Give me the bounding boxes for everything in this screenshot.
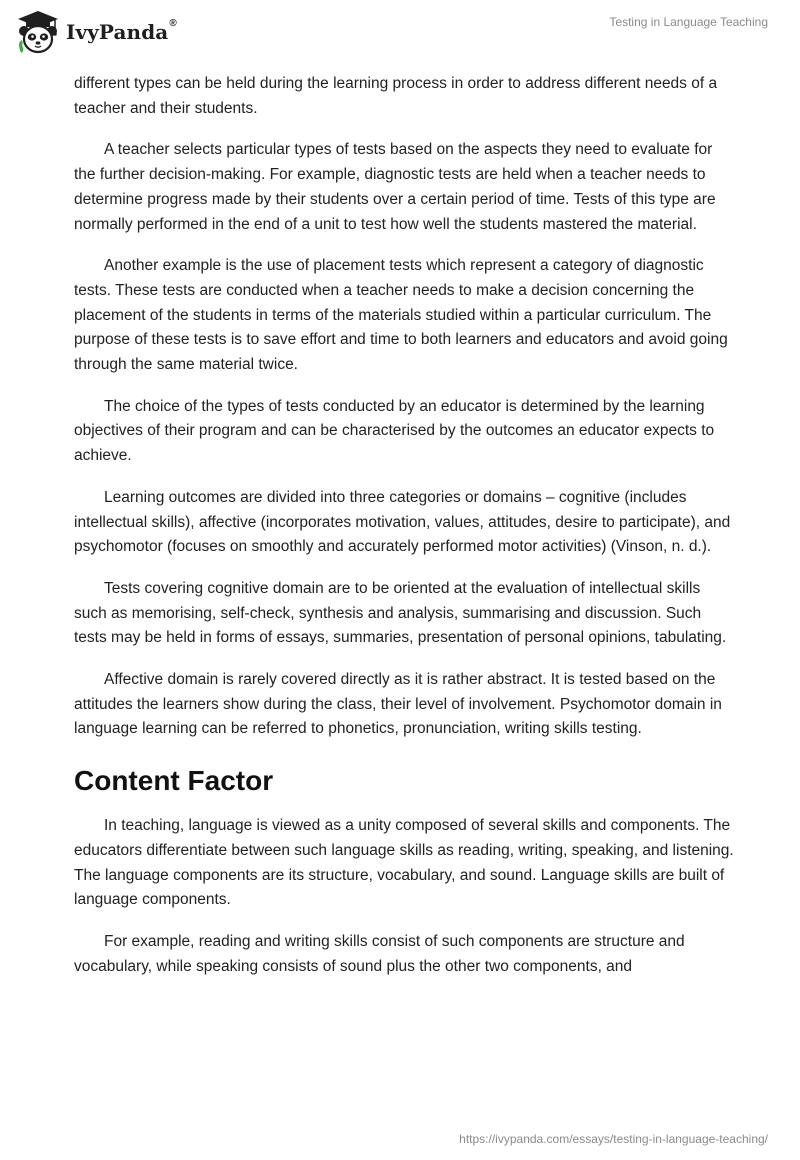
panda-graduate-icon bbox=[14, 9, 62, 55]
paragraph-1: different types can be held during the learning process in order to address different needs of a teacher and their students. bbox=[74, 75, 718, 117]
article-body bbox=[74, 72, 734, 996]
paragraph-3: Another example is the use of placement tests which represent a category of diagnostic tests. These tests are conducted when a teacher needs to make a decision concerning the placement of the students in terms of the materials studied within a particular curriculum. The purpose of these tests is to save effort and time to both learners and educators and avoid going through the same material twice. bbox=[74, 257, 728, 374]
paragraph-9: For example, reading and writing skills consist of such components are structure and vocabulary, while speaking consists of sound plus the other two components, and bbox=[74, 932, 685, 975]
paragraph-6: Tests covering cognitive domain are to be oriented at the evaluation of intellectual skills such as memorising, self-check, synthesis and analysis, summarising and discussion. Such tests may be held in forms of essays, summaries, presentation of personal opinions, tabulating. bbox=[74, 579, 727, 647]
brand-name bbox=[66, 20, 177, 44]
paragraph-8: In teaching, language is viewed as a unity composed of several skills and components. The educators differentiate between such language skills as reading, writing, speaking, and listening. The language components are its structure, vocabulary, and sound. Language skills are built of language components. bbox=[74, 817, 734, 909]
document-title: Testing in Language Teaching bbox=[609, 15, 768, 29]
paragraph-4: The choice of the types of tests conducted by an educator is determined by the learning objectives of their program and can be characterised by the outcomes an educator expects to achieve. bbox=[74, 397, 715, 465]
paragraph-2: A teacher selects particular types of tests based on the aspects they need to evaluate for the further decision-making. For example, diagnostic tests are held when a teacher needs to determine progress made by their students over a certain period of time. Tests of this type are normally performed in the end of a unit to test how well the students mastered the material. bbox=[74, 141, 716, 233]
paragraph-5: Learning outcomes are divided into three categories or domains – cognitive (includes intellectual skills), affective (incorporates motivation, values, attitudes, desire to participate), and psychomotor (focuses on smoothly and accurately performed motor activities) (Vinson, n. d.). bbox=[74, 488, 731, 556]
brand-text: IvyPanda bbox=[66, 20, 169, 44]
registered-mark: ® bbox=[169, 18, 177, 29]
page-header bbox=[0, 0, 800, 64]
paragraph-7: Affective domain is rarely covered directly as it is rather abstract. It is tested based on the attitudes the learners show during the class, their level of involvement. Psychomotor domain in language learning can be referred to phonetics, pronunciation, writing skills testing. bbox=[74, 671, 722, 738]
ivypanda-logo[interactable] bbox=[14, 9, 177, 55]
source-url[interactable]: https://ivypanda.com/essays/testing-in-language-teaching/ bbox=[459, 1132, 768, 1146]
section-heading: Content Factor bbox=[74, 765, 274, 797]
